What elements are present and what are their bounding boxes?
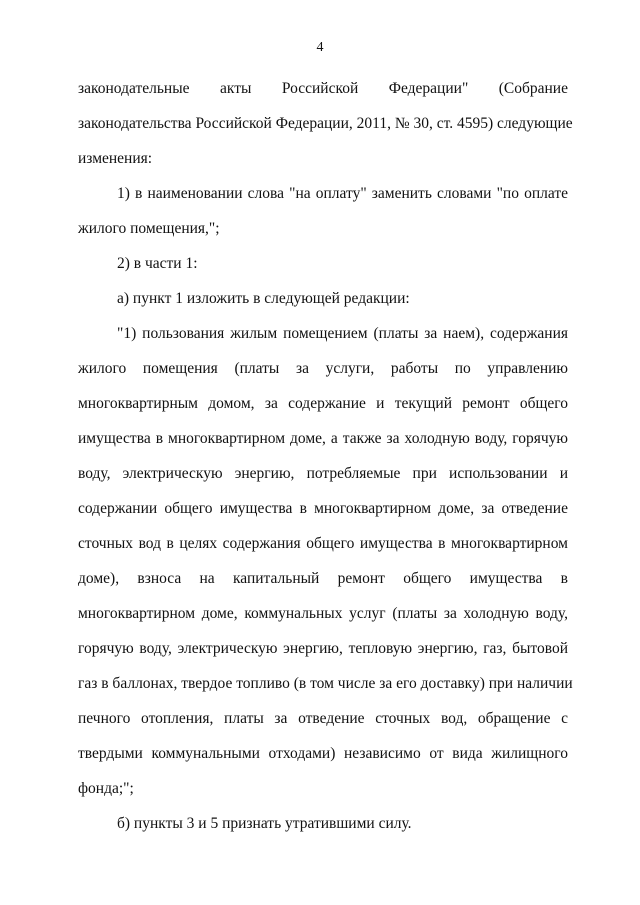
text-line: горячую воду, электрическую энергию, тепловую энергию, газ, бытовой xyxy=(78,640,568,657)
text-line: печного отопления, платы за отведение сточных вод, обращение с xyxy=(78,710,568,727)
text-line: изменения: xyxy=(78,150,153,167)
text-line: сточных вод в целях содержания общего имущества в многоквартирном xyxy=(78,535,568,552)
text-line: а) пункт 1 изложить в следующей редакции: xyxy=(117,290,410,307)
text-line: "1) пользования жилым помещением (платы за наем), содержания xyxy=(117,325,568,342)
text-line: содержании общего имущества в многоквартирном доме, за отведение xyxy=(78,500,568,517)
text-line: фонда;"; xyxy=(78,780,134,797)
text-line: воду, электрическую энергию, потребляемые при использовании и xyxy=(78,465,568,482)
text-line: многоквартирном доме, коммунальных услуг (платы за холодную воду, xyxy=(78,605,568,622)
text-line: 1) в наименовании слова "на оплату" заменить словами "по оплате xyxy=(117,185,568,202)
text-line: имущества в многоквартирном доме, а также за холодную воду, горячую xyxy=(78,430,568,447)
text-line: законодательные акты Российской Федерации" (Собрание xyxy=(78,80,568,97)
text-line: многоквартирным домом, за содержание и текущий ремонт общего xyxy=(78,395,568,412)
text-line: жилого помещения (платы за услуги, работы по управлению xyxy=(78,360,568,377)
page-number: 4 xyxy=(316,40,324,55)
text-line: 2) в части 1: xyxy=(117,255,198,272)
text-line: доме), взноса на капитальный ремонт общего имущества в xyxy=(78,570,568,587)
text-line: твердыми коммунальными отходами) независимо от вида жилищного xyxy=(78,745,568,762)
text-line: б) пункты 3 и 5 признать утратившими силу. xyxy=(117,815,412,832)
text-line: жилого помещения,"; xyxy=(78,220,220,237)
text-line: законодательства Российской Федерации, 2011, № 30, ст. 4595) следующие xyxy=(78,115,573,132)
text-line: газ в баллонах, твердое топливо (в том числе за его доставку) при наличии xyxy=(78,675,573,692)
